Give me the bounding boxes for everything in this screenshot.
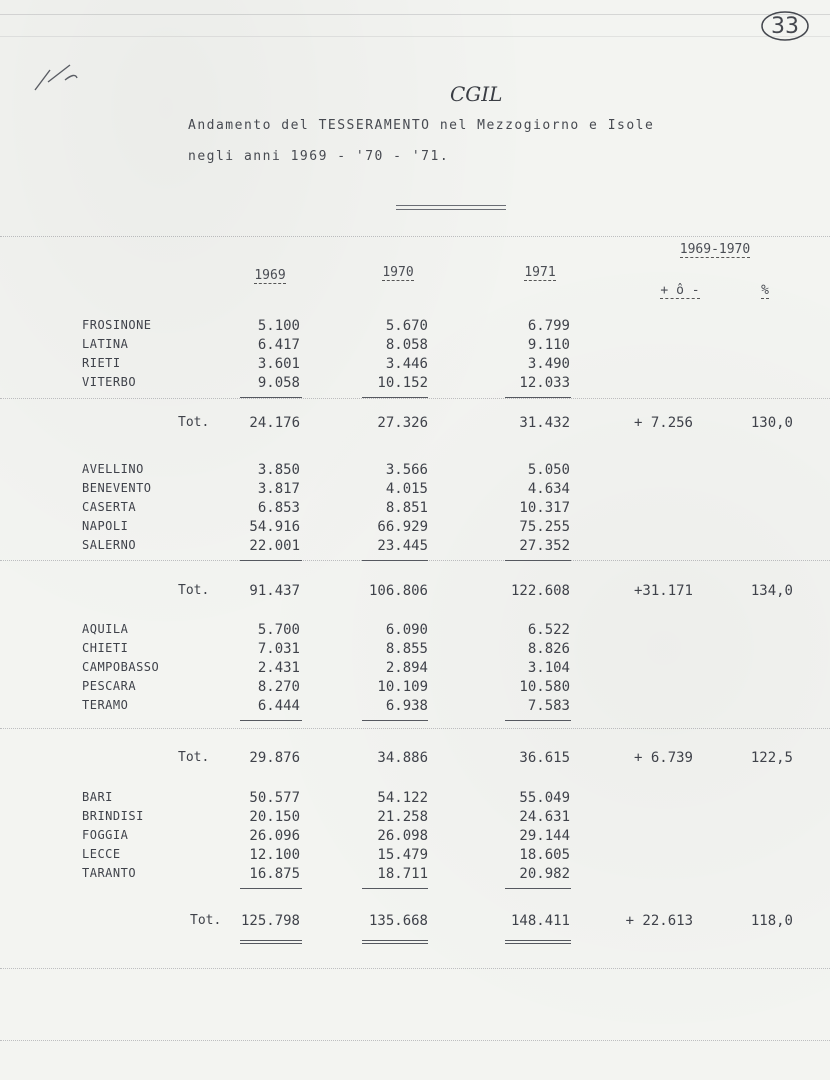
value-1970: 66.929 (377, 519, 428, 535)
value-1969: 5.700 (257, 622, 300, 638)
total-1971: 122.608 (510, 583, 570, 599)
scan-line (0, 36, 830, 37)
province-name: RIETI (82, 356, 121, 370)
value-1969: 9.058 (257, 375, 300, 391)
value-1970: 2.894 (385, 660, 428, 676)
value-1970: 26.098 (377, 828, 428, 844)
value-1971: 6.799 (527, 318, 570, 334)
value-1971: 20.982 (519, 866, 570, 882)
value-1971: 55.049 (519, 790, 570, 806)
sum-rule (505, 397, 571, 398)
province-name: BARI (82, 790, 113, 804)
value-1971: 10.317 (519, 500, 570, 516)
value-1969: 6.444 (257, 698, 300, 714)
total-label: Tot. (178, 415, 210, 430)
value-1971: 4.634 (527, 481, 570, 497)
value-1970: 21.258 (377, 809, 428, 825)
value-1969: 2.431 (257, 660, 300, 676)
sum-rule (362, 560, 428, 561)
province-name: LECCE (82, 847, 121, 861)
province-name: VITERBO (82, 375, 137, 389)
province-name: LATINA (82, 337, 129, 351)
final-rule (362, 940, 428, 944)
value-1970: 3.566 (385, 462, 428, 478)
value-1969: 54.916 (249, 519, 300, 535)
value-1971: 29.144 (519, 828, 570, 844)
value-1970: 6.938 (385, 698, 428, 714)
total-difference: + 22.613 (625, 913, 693, 929)
header-1971: 1971 (524, 265, 556, 280)
value-1969: 6.853 (257, 500, 300, 516)
province-name: SALERNO (82, 538, 137, 552)
total-1971: 36.615 (519, 750, 570, 766)
scan-line (0, 1040, 830, 1041)
total-difference: +31.171 (633, 583, 693, 599)
value-1970: 4.015 (385, 481, 428, 497)
total-1970: 34.886 (377, 750, 428, 766)
value-1971: 7.583 (527, 698, 570, 714)
total-percentage: 134,0 (750, 583, 793, 599)
total-1970: 27.326 (377, 415, 428, 431)
header-diff: + ô - (660, 283, 700, 298)
header-1969: 1969 (254, 268, 286, 283)
value-1970: 54.122 (377, 790, 428, 806)
total-percentage: 122,5 (750, 750, 793, 766)
total-label: Tot. (190, 913, 222, 928)
scan-line (0, 728, 830, 729)
value-1969: 22.001 (249, 538, 300, 554)
scan-line (0, 236, 830, 237)
value-1969: 7.031 (257, 641, 300, 657)
value-1971: 8.826 (527, 641, 570, 657)
sum-rule (362, 720, 428, 721)
total-label: Tot. (178, 750, 210, 765)
total-1969: 24.176 (249, 415, 300, 431)
total-percentage: 118,0 (750, 913, 793, 929)
province-name: AVELLINO (82, 462, 144, 476)
scan-line (0, 398, 830, 399)
province-name: FOGGIA (82, 828, 129, 842)
scan-line (0, 14, 830, 15)
value-1971: 18.605 (519, 847, 570, 863)
value-1971: 27.352 (519, 538, 570, 554)
total-1971: 148.411 (510, 913, 570, 929)
header-range: 1969-1970 (679, 242, 751, 257)
total-1970: 106.806 (368, 583, 428, 599)
sum-rule (505, 560, 571, 561)
value-1971: 5.050 (527, 462, 570, 478)
value-1969: 3.850 (257, 462, 300, 478)
value-1971: 3.490 (527, 356, 570, 372)
value-1971: 24.631 (519, 809, 570, 825)
value-1969: 3.601 (257, 356, 300, 372)
value-1969: 3.817 (257, 481, 300, 497)
province-name: BENEVENTO (82, 481, 152, 495)
value-1969: 12.100 (249, 847, 300, 863)
scribble-icon (30, 60, 90, 110)
value-1970: 23.445 (377, 538, 428, 554)
value-1969: 6.417 (257, 337, 300, 353)
total-1969: 91.437 (249, 583, 300, 599)
sum-rule (240, 397, 302, 398)
total-1971: 31.432 (519, 415, 570, 431)
document-subtitle: negli anni 1969 - '70 - '71. (188, 149, 450, 164)
sum-rule (362, 888, 428, 889)
handwritten-annotation: CGIL (450, 82, 503, 106)
title-underline (396, 205, 506, 210)
value-1970: 5.670 (385, 318, 428, 334)
province-name: CAMPOBASSO (82, 660, 160, 674)
value-1970: 10.109 (377, 679, 428, 695)
province-name: BRINDISI (82, 809, 144, 823)
value-1970: 8.851 (385, 500, 428, 516)
total-1969: 29.876 (249, 750, 300, 766)
header-1970: 1970 (382, 265, 414, 280)
value-1971: 75.255 (519, 519, 570, 535)
province-name: FROSINONE (82, 318, 152, 332)
value-1970: 8.855 (385, 641, 428, 657)
value-1969: 16.875 (249, 866, 300, 882)
province-name: PESCARA (82, 679, 137, 693)
page-number-text: 33 (771, 13, 799, 39)
value-1969: 50.577 (249, 790, 300, 806)
sum-rule (240, 888, 302, 889)
value-1971: 12.033 (519, 375, 570, 391)
value-1970: 18.711 (377, 866, 428, 882)
province-name: TARANTO (82, 866, 137, 880)
sum-rule (362, 397, 428, 398)
province-name: TERAMO (82, 698, 129, 712)
sum-rule (505, 888, 571, 889)
value-1970: 8.058 (385, 337, 428, 353)
province-name: AQUILA (82, 622, 129, 636)
value-1970: 3.446 (385, 356, 428, 372)
final-rule (240, 940, 302, 944)
total-1969: 125.798 (240, 913, 300, 929)
sum-rule (240, 720, 302, 721)
scan-line (0, 968, 830, 969)
page-number (760, 10, 810, 42)
value-1971: 6.522 (527, 622, 570, 638)
value-1971: 3.104 (527, 660, 570, 676)
document-title: Andamento del TESSERAMENTO nel Mezzogiorno e Isole (188, 118, 655, 133)
value-1969: 5.100 (257, 318, 300, 334)
total-difference: + 7.256 (633, 415, 693, 431)
value-1969: 20.150 (249, 809, 300, 825)
value-1969: 26.096 (249, 828, 300, 844)
header-pct: % (761, 283, 769, 298)
province-name: CHIETI (82, 641, 129, 655)
final-rule (505, 940, 571, 944)
sum-rule (240, 560, 302, 561)
value-1969: 8.270 (257, 679, 300, 695)
value-1970: 10.152 (377, 375, 428, 391)
value-1971: 9.110 (527, 337, 570, 353)
value-1970: 15.479 (377, 847, 428, 863)
total-1970: 135.668 (368, 913, 428, 929)
total-percentage: 130,0 (750, 415, 793, 431)
total-difference: + 6.739 (633, 750, 693, 766)
value-1970: 6.090 (385, 622, 428, 638)
value-1971: 10.580 (519, 679, 570, 695)
province-name: CASERTA (82, 500, 137, 514)
sum-rule (505, 720, 571, 721)
province-name: NAPOLI (82, 519, 129, 533)
total-label: Tot. (178, 583, 210, 598)
